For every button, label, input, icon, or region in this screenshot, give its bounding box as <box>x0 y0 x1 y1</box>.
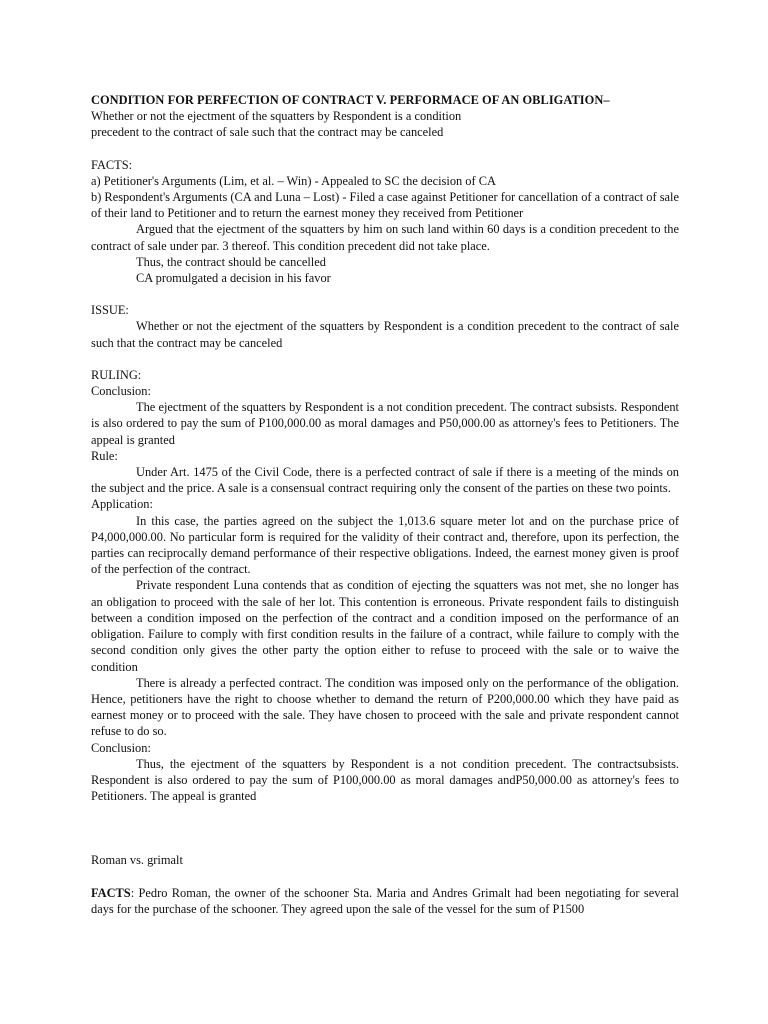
intro-line-2: precedent to the contract of sale such that the contract may be canceled <box>91 125 444 140</box>
facts-heading: FACTS: <box>91 157 133 172</box>
facts-ca-decision: CA promulgated a decision in his favor <box>136 271 331 286</box>
respondent-argued-paragraph: Argued that the ejectment of the squatters by him on such land within 60 days is a condition precedent to the contract of sale under par. 3 thereof. This condition precedent did not take place. <box>91 222 679 253</box>
issue-heading: ISSUE: <box>91 303 129 318</box>
application-label: Application: <box>91 497 153 512</box>
conclusion-paragraph-2: Thus, the ejectment of the squatters by Respondent is a not condition precedent. The contractsubsists. Respondent is also ordered to pay the sum of P100,000.00 as moral damages andP50,000.00 as attorney's fees to Petitioners. The appeal is granted <box>91 756 679 804</box>
conclusion-label: Conclusion: <box>91 384 151 399</box>
rule-label: Rule: <box>91 448 118 463</box>
document-body <box>91 92 679 917</box>
issue-text: Whether or not the ejectment of the squatters by Respondent is a condition precedent to the contract of sale such that the contract may be canceled <box>91 319 679 350</box>
petitioner-arguments: a) Petitioner's Arguments (Lim, et al. – Win) - Appealed to SC the decision of CA <box>91 173 496 188</box>
case-title-roman-vs-grimalt: Roman vs. grimalt <box>91 853 183 868</box>
intro-line-1: Whether or not the ejectment of the squatters by Respondent is a condition <box>91 109 462 124</box>
conclusion-paragraph: The ejectment of the squatters by Respondent is a not condition precedent. The contract subsists. Respondent is also ordered to pay the sum of P100,000.00 as moral damages and P50,000.00 as attorney's fees to Petitioners. The appeal is granted <box>91 400 679 447</box>
application-paragraph-2: Private respondent Luna contends that as condition of ejecting the squatters was not met, she no longer has an obligation to proceed with the sale of her lot. This contention is erroneous. Private respondent fails to distinguish between a condition imposed on the perfection of the contract and a condition imposed on the performance of an obligation. Failure to comply with first condition results in the failure of a contract, while failure to comply with the second condition only gives the other party the option either to refuse to proceed with the sale or to waive the condition <box>91 578 679 674</box>
facts-thus: Thus, the contract should be cancelled <box>136 254 326 269</box>
rule-paragraph: Under Art. 1475 of the Civil Code, there is a perfected contract of sale if there is a meeting of the minds on the subject and the price. A sale is a consensual contract requiring only the consent of the parties on these two points. <box>91 465 679 496</box>
conclusion-label-2: Conclusion: <box>91 740 151 755</box>
ruling-heading: RULING: <box>91 367 142 382</box>
roman-facts-text: : Pedro Roman, the owner of the schooner Sta. Maria and Andres Grimalt had been negotiating for several days for the purchase of the schooner. They agreed upon the sale of the vessel for the sum of P1500 <box>91 885 679 916</box>
roman-facts-paragraph <box>91 885 679 917</box>
roman-facts-label: FACTS <box>91 885 131 900</box>
application-paragraph-1: In this case, the parties agreed on the subject the 1,013.6 square meter lot and on the purchase price of P4,000,000.00. No particular form is required for the validity of their contract and, therefore, upon its perfection, the parties can reciprocally demand performance of their respective obligations. Indeed, the earnest money given is proof of the perfection of the contract. <box>91 513 679 577</box>
document-title: CONDITION FOR PERFECTION OF CONTRACT V. PERFORMACE OF AN OBLIGATION– <box>91 93 610 107</box>
application-paragraph-3: There is already a perfected contract. The condition was imposed only on the performance of the obligation. Hence, petitioners have the right to choose whether to demand the return of P200,000.00 which they have paid as earnest money or to proceed with the sale. They have chosen to proceed with the sale and private respondent cannot refuse to do so. <box>91 675 679 739</box>
respondent-arguments: b) Respondent's Arguments (CA and Luna – Lost) - Filed a case against Petitioner for cancellation of a contract of sale of their land to Petitioner and to return the earnest money they received from Petitioner <box>91 190 679 221</box>
